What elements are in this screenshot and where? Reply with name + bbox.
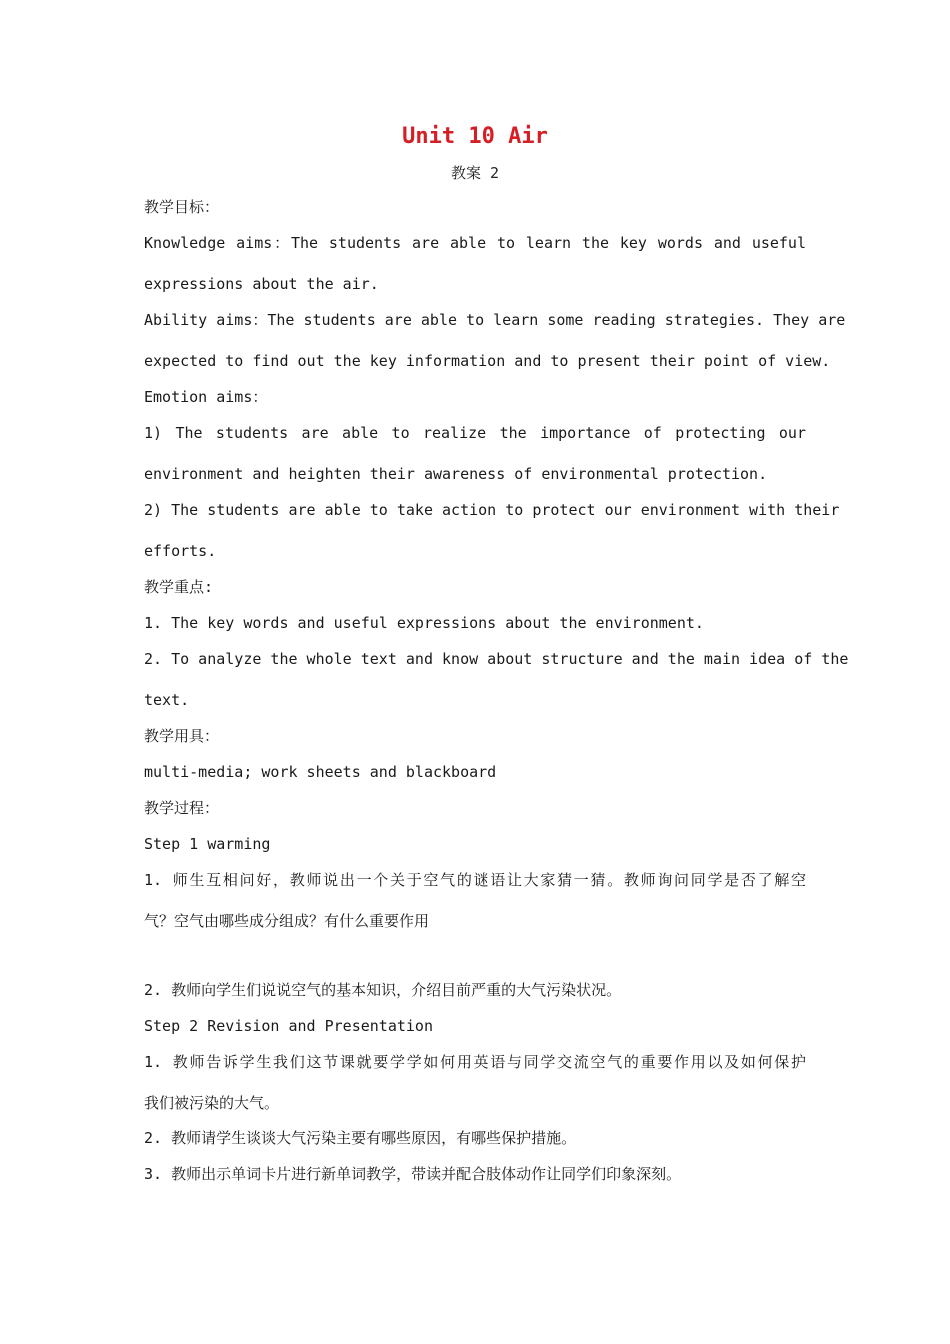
text-line: Ability aims：The students are able to learn some reading strategies. They are — [144, 311, 846, 329]
text-line: 1. 教师告诉学生我们这节课就要学学如何用英语与同学交流空气的重要作用以及如何保护 — [144, 1053, 806, 1071]
step-heading: Step 2 Revision and Presentation — [144, 1017, 433, 1035]
text-line: environment and heighten their awareness of environmental protection. — [144, 465, 768, 483]
text-line: 3. 教师出示单词卡片进行新单词教学，带读并配合肢体动作让同学们印象深刻。 — [144, 1165, 682, 1183]
text-line: 2. 教师向学生们说说空气的基本知识，介绍目前严重的大气污染状况。 — [144, 981, 622, 999]
text-line: Emotion aims： — [144, 388, 268, 406]
text-line: text. — [144, 691, 190, 709]
heading-key-points: 教学重点: — [144, 578, 214, 596]
text-line: 2. 教师请学生谈谈大气污染主要有哪些原因，有哪些保护措施。 — [144, 1129, 577, 1147]
document-title: Unit 10 Air — [402, 124, 548, 149]
text-line: 2) The students are able to take action to protect our environment with their — [144, 501, 840, 519]
heading-teaching-objectives: 教学目标： — [144, 198, 220, 216]
text-line: expected to find out the key information and to present their point of view. — [144, 352, 831, 370]
text-line: efforts. — [144, 542, 217, 560]
step-heading: Step 1 warming — [144, 835, 271, 853]
text-line: Knowledge aims：The students are able to learn the key words and useful — [144, 234, 806, 252]
document-subtitle: 教案 2 — [450, 164, 500, 182]
text-line: 我们被污染的大气。 — [144, 1094, 280, 1112]
text-line: 气？空气由哪些成分组成？有什么重要作用 — [144, 912, 430, 930]
text-line: 1. 师生互相问好，教师说出一个关于空气的谜语让大家猜一猜。教师询问同学是否了解空 — [144, 871, 806, 889]
heading-teaching-tools: 教学用具： — [144, 727, 220, 745]
text-line: multi-media; work sheets and blackboard — [144, 763, 497, 781]
text-line: expressions about the air. — [144, 275, 379, 293]
text-line: 1) The students are able to realize the importance of protecting our — [144, 424, 806, 442]
text-line: 2. To analyze the whole text and know about structure and the main idea of the — [144, 650, 849, 668]
heading-teaching-process: 教学过程： — [144, 799, 220, 817]
text-line: 1. The key words and useful expressions about the environment. — [144, 614, 704, 632]
